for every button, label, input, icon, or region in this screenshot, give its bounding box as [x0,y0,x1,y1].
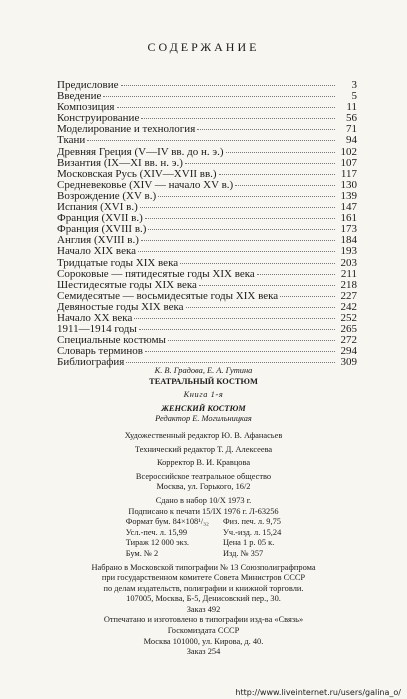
toc-leader-dots [138,251,335,252]
toc-entry-page: 252 [340,311,357,324]
toc-entry [57,80,357,91]
toc-title: СОДЕРЖАНИЕ [147,40,260,54]
toc-entry [57,258,357,269]
subtitle: ЖЕНСКИЙ КОСТЮМ [161,403,246,413]
art-editor: Художественный редактор Ю. В. Афанасьев [124,430,283,440]
toc-entry-page: 227 [340,289,357,302]
toc-leader-dots [145,218,335,219]
toc-entry-page: 139 [340,189,357,202]
toc-leader-dots [197,129,335,130]
toc-entry-page: 130 [340,178,357,191]
toc-entry [57,246,357,257]
toc-entry-page: 309 [340,356,357,369]
printer-line: Набрано в Московской типографии № 13 Союзполиграфпрома [91,562,316,572]
toc-entry-title: Древняя Греция (V—IV вв. до н. э.) [57,145,224,158]
toc-leader-dots [140,207,335,208]
table-of-contents [57,80,357,368]
spec-cell: Усл.-печ. л. 15,99 [125,527,188,537]
proofreader: Корректор В. И. Кравцова [156,458,251,468]
toc-entry-page: 147 [340,201,357,214]
toc-leader-dots [141,240,335,241]
toc-leader-dots [199,285,335,286]
print-specs [126,517,282,559]
printer-line: Отпечатано и изготовлено в типографии изд-ва «Связь» [103,615,304,625]
toc-leader-dots [257,274,335,275]
toc-entry-title: Англия (XVIII в.) [57,234,139,247]
toc-entry-page: 173 [340,223,357,236]
toc-leader-dots [134,318,335,319]
printer-line: Заказ 254 [186,647,221,657]
toc-entry-title: Предисловие [57,79,119,91]
toc-leader-dots [126,362,335,363]
printer-line: при государственном комитете Совета Министров СССР [101,573,306,583]
toc-entry-title: Ткани [57,134,86,147]
toc-entry-title: Начало XIX века [57,245,137,258]
printer-line: Заказ 492 [186,604,221,614]
toc-entry-page: 272 [340,334,357,347]
printer-info [0,563,407,658]
toc-leader-dots [219,174,335,175]
spec-cell: Формат бум. 84×108¹/₃₂ [125,517,209,527]
toc-entry-title: Словарь терминов [57,345,143,358]
toc-leader-dots [87,140,335,141]
toc-entry-page: 203 [340,256,357,269]
toc-leader-dots [117,107,336,108]
toc-leader-dots [226,152,336,153]
toc-entry-title: Девяностые годы XIX века [57,300,184,313]
tech-editor: Технический редактор Т. Д. Алексеева [134,444,273,454]
toc-entry-title: Франция (XVII в.) [57,212,143,225]
toc-entry-title: Тридцатые годы XIX века [57,256,179,269]
toc-leader-dots [139,329,335,330]
toc-leader-dots [180,263,335,264]
toc-entry-page: 71 [346,123,357,136]
toc-entry [57,147,357,158]
toc-entry-page: 211 [340,267,357,280]
signed-date: Подписано к печати 15/IX 1976 г. Л-63256 [128,506,279,516]
spec-cell: Тираж 12 000 экз. [125,538,189,548]
publisher-address: Москва, ул. Горького, 16/2 [156,482,251,492]
toc-leader-dots [145,351,335,352]
toc-entry-page: 184 [340,234,357,247]
spec-cell: Бум. № 2 [125,548,159,558]
watermark-url: http://www.liveinternet.ru/users/galina_o/ [235,688,401,697]
toc-entry-title: Шестидесятые годы XIX века [57,278,197,291]
toc-entry-title: Специальные костюмы [57,334,166,347]
toc-leader-dots [185,163,335,164]
toc-entry-title: Библиография [57,356,125,369]
printer-line: по делам издательств, полиграфии и книжной торговли. [103,583,304,593]
toc-entry-page: 3 [351,79,357,91]
toc-entry-title: Семидесятые — восьмидесятые годы XIX века [57,289,279,302]
printer-line: Москва 101000, ул. Кирова, д. 40. [143,636,264,646]
toc-entry-page: 294 [340,345,357,358]
toc-entry-page: 242 [340,300,357,313]
toc-leader-dots [141,118,335,119]
toc-leader-dots [158,196,335,197]
toc-entry-title: 1911—1914 годы [57,323,137,336]
toc-leader-dots [280,296,335,297]
toc-entry-title: Московская Русь (XIV—XVII вв.) [57,167,217,180]
toc-entry-page: 56 [346,112,357,125]
toc-entry-page: 218 [340,278,357,291]
toc-leader-dots [103,96,335,97]
toc-entry-title: Испания (XVI в.) [57,201,138,214]
book-title: ТЕАТРАЛЬНЫЙ КОСТЮМ [149,376,258,386]
toc-entry-page: 11 [346,101,357,114]
editor: Редактор Е. Могильницкая [155,414,252,424]
typeset-date: Сдано в набор 10/Х 1973 г. [155,495,252,505]
toc-entry-title: Введение [57,90,102,103]
toc-entry [57,135,357,146]
toc-entry-title: Композиция [57,101,115,114]
printer-line: 107005, Москва, Б-5, Денисовский пер., 30. [126,594,281,604]
toc-entry-page: 265 [340,323,357,336]
toc-entry-title: Сороковые — пятидесятые годы XIX века [57,267,255,280]
authors: К. В. Градова, Е. А. Гутина [154,366,253,375]
toc-entry-title: Возрождение (XV в.) [57,189,157,202]
toc-leader-dots [121,85,336,86]
imprint-block [0,366,407,658]
toc-entry-title: Начало XX века [57,311,133,324]
toc-entry-page: 5 [351,90,357,103]
toc-leader-dots [235,185,335,186]
toc-entry-title: Средневековье (XIV — начало XV в.) [57,178,234,191]
toc-leader-dots [148,229,335,230]
volume: Книга 1-я [183,390,224,400]
toc-leader-dots [186,307,335,308]
toc-entry-title: Франция (XVIII в.) [57,223,147,236]
toc-entry-page: 102 [340,145,357,158]
toc-entry [57,124,357,135]
spec-cell: Уч.-изд. л. 15,24 [222,527,282,537]
toc-entry-title: Византия (IX—XI вв. н. э.) [57,156,183,169]
toc-entry-page: 117 [340,167,357,180]
spec-cell: Физ. печ. л. 9,75 [222,517,281,527]
toc-leader-dots [168,340,335,341]
printer-line: Госкомиздата СССР [167,626,240,636]
toc-entry-page: 161 [340,212,357,225]
toc-entry-page: 107 [340,156,357,169]
toc-entry-page: 94 [346,134,357,147]
publisher: Всероссийское театральное общество [135,471,272,481]
toc-entry-page: 193 [340,245,357,258]
toc-entry-title: Конструирование [57,112,140,125]
toc-entry-title: Моделирование и технология [57,123,196,136]
spec-cell: Цена 1 р. 05 к. [222,538,275,548]
spec-cell: Изд. № 357 [222,548,264,558]
